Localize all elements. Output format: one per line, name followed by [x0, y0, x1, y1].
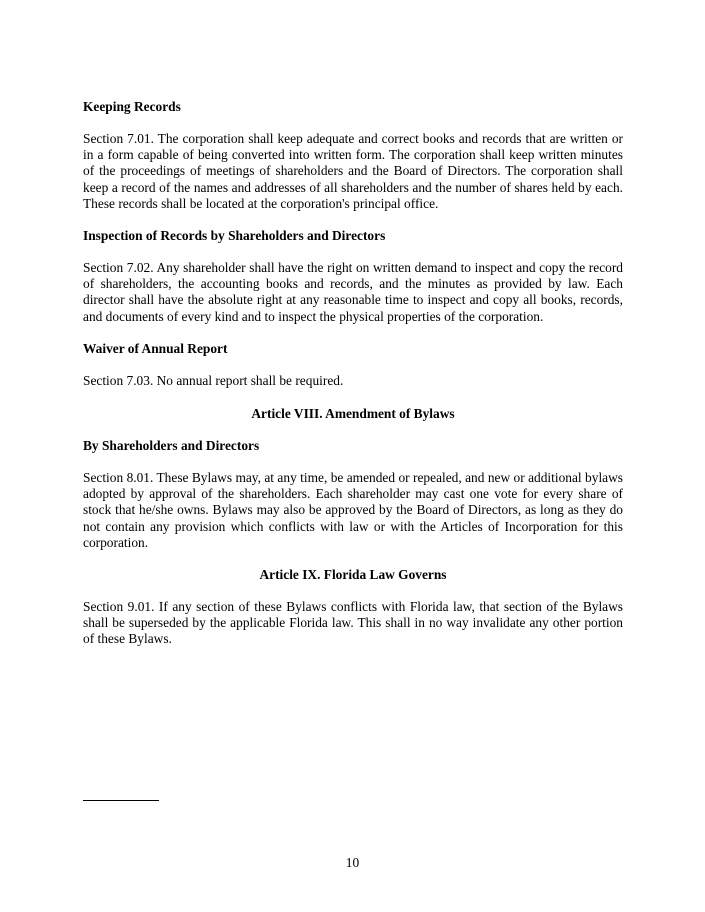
article-9-title: Article IX. Florida Law Governs	[259, 567, 447, 582]
heading-inspection-of-records: Inspection of Records by Shareholders and Directors	[83, 228, 386, 243]
section-7-01: Section 7.01. The corporation shall keep adequate and correct books and records that are written or in a form capable of being converted into written form. The corporation shall keep written minutes of the proceedings of meetings of shareholders and the Board of Directors. The corporation shall keep a record of the names and addresses of all shareholders and the number of shares held by each. These records shall be located at the corporation's principal office.	[83, 131, 623, 211]
section-9-01: Section 9.01. If any section of these Bylaws conflicts with Florida law, that section of the Bylaws shall be superseded by the applicable Florida law. This shall in no way invalidate any other portion of these Bylaws.	[83, 599, 623, 647]
section-7-02: Section 7.02. Any shareholder shall have the right on written demand to inspect and copy the record of shareholders, the accounting books and records, and the minutes as provided by law. Each director shall have the absolute right at any reasonable time to inspect and copy all books, records, and documents of every kind and to inspect the physical properties of the corporation.	[83, 260, 623, 324]
article-8-title: Article VIII. Amendment of Bylaws	[251, 406, 455, 421]
footnote-separator	[83, 800, 159, 801]
heading-by-shareholders-and-directors: By Shareholders and Directors	[83, 438, 260, 453]
page-number: 10	[345, 855, 360, 870]
heading-keeping-records: Keeping Records	[83, 99, 181, 114]
heading-waiver-annual-report: Waiver of Annual Report	[83, 341, 228, 356]
section-8-01: Section 8.01. These Bylaws may, at any time, be amended or repealed, and new or additional bylaws adopted by approval of the shareholders. Each shareholder may cast one vote for every share of stock that he/she owns. Bylaws may also be approved by the Board of Directors, as long as they do not contain any provision which conflicts with law or with the Articles of Incorporation for this corporation.	[83, 470, 623, 550]
section-7-03: Section 7.03. No annual report shall be required.	[83, 373, 344, 388]
